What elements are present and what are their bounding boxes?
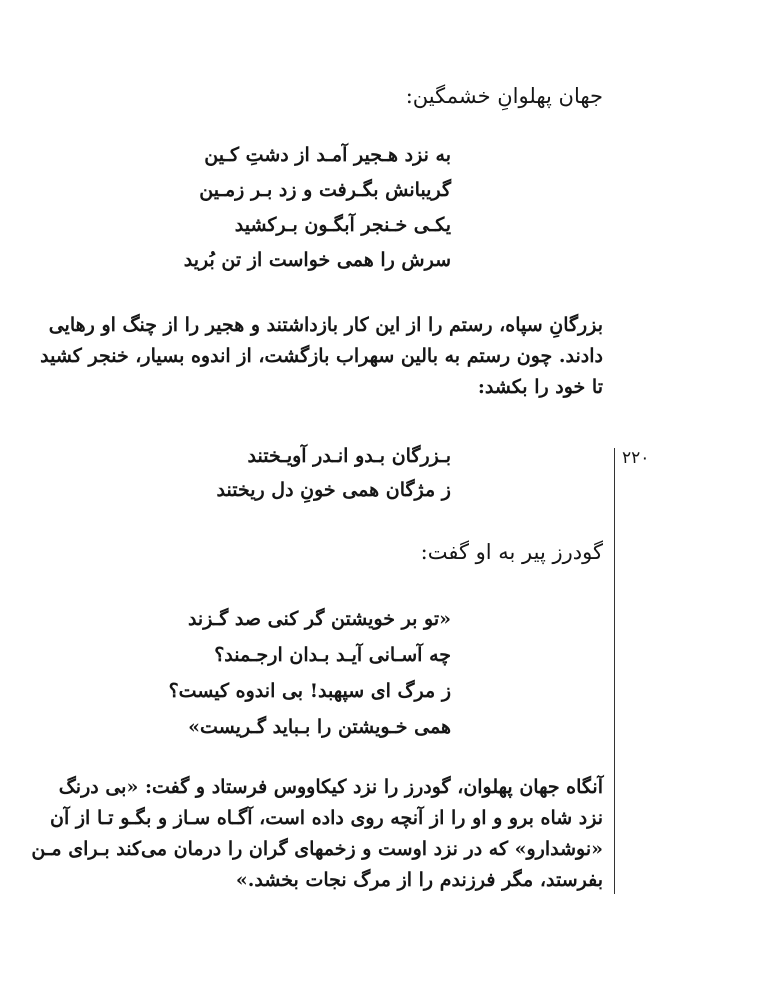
prose-line: دادند. چون رستم به بالین سهراب بازگشت، از اندوه بسیار، خنجر کشید [40,345,603,367]
verse-line: چه آسـانی آیـد بـدان ارجـمند؟ [214,644,451,666]
verse-block-1 [184,141,451,274]
intro-heading: جهان پهلوانِ خشمگین: [405,84,603,108]
verse-block-3 [169,605,451,741]
prose-line: تا خود را بکشد: [477,376,603,398]
verse-line: سرش را همی خواست از تن بُرید [183,249,451,271]
prose-line: بزرگانِ سپاه، رستم را از این کار بازداشتند و هجیر را از چنگ او رهایی [48,314,603,336]
verse-line: ز مرگ ای سپهبد! بی اندوه کیست؟ [168,680,451,702]
verse-line: یکـی خـنجر آبگـون بـرکشید [234,214,451,236]
verse-block-2 [217,442,452,504]
prose-line: نزد شاه برو و او را از آنچه روی داده است، آگـاه سـاز و بگـو تـا از آن [50,807,603,829]
prose-paragraph-1 [40,310,603,403]
verse-line: همی خـویشتن را بـباید گـریست» [188,716,451,738]
verse-line: به نزد هـجیر آمـد از دشتِ کـین [204,144,451,166]
prose-line: آنگاه جهان پهلوان، گودرز را نزد کیکاووس فرستاد و گفت: «بی درنگ [58,776,603,798]
verse-line: «تو بر خویشتن گر کنی صد گـزند [187,608,451,630]
margin-divider [614,448,615,894]
margin-line-number: ۲۲۰ [622,448,650,468]
prose-line: «نوشدارو» که در نزد اوست و زخمهای گران را درمان می‌کند بـرای مـن [31,838,603,860]
verse-line: بـزرگان بـدو انـدر آویـختند [247,445,451,467]
verse-line: گریبانش بگـرفت و زد بـر زمـین [199,179,451,201]
prose-paragraph-2 [31,772,603,896]
prose-line: بفرستد، مگر فرزندم را از مرگ نجات بخشد.» [235,869,603,891]
verse-line: ز مژگان همی خونِ دل ریختند [216,479,451,501]
intro-line-2: گودرز پیر به او گفت: [420,540,603,564]
